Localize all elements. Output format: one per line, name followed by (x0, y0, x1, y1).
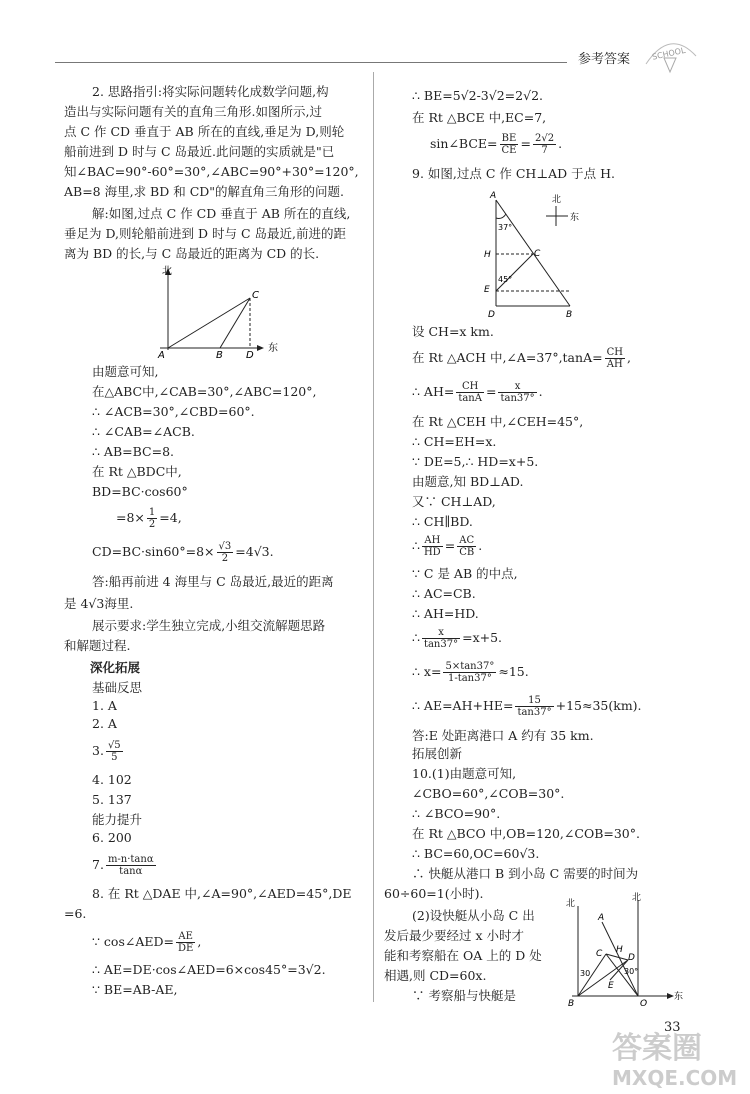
right-line6 (412, 344, 631, 372)
line-bd: BD=BC·cos60° (92, 484, 188, 499)
fig1-label-d: D (246, 350, 254, 361)
fig3-label-a: A (598, 913, 605, 923)
ratio-pre: ∴ (412, 538, 420, 553)
section-deep-title: 深化拓展 (90, 660, 141, 675)
right-line3 (430, 130, 562, 158)
show-req-line2: 和解题过程. (64, 638, 131, 653)
frac-x-value: $\frac{5\times\tan 37^\circ}{1-\tan 37^\circ}$ (445, 661, 495, 684)
answer-line1: 答:船再前进 4 海里与 C 岛最近,最近的距离 (92, 574, 334, 589)
right-line18 (412, 624, 502, 652)
frac-x-tan37: $\frac{x}{\tan 37^\circ}$ (500, 381, 535, 404)
right-line25: 在 Rt △BCO 中,OB=120,∠COB=30°. (412, 826, 640, 841)
fig1-label-a: A (158, 350, 165, 361)
frac-half: $\frac{1}{2}$ (148, 507, 156, 530)
subsection-basic: 基础反思 (92, 680, 143, 695)
answer-3-num: 3. (92, 743, 104, 758)
answer-line2: 是 4√3海里. (64, 596, 134, 611)
sin-bce-post: . (558, 136, 563, 151)
a8-cos-post: , (197, 934, 202, 949)
answer-8-line3 (92, 928, 201, 956)
fig2-label-d: D (488, 310, 495, 320)
frac-ch-tana: $\frac{CH}{\tan A}$ (458, 381, 482, 404)
right-line15: ∵ C 是 AB 的中点, (412, 566, 518, 581)
answer-4: 4. 102 (92, 772, 132, 787)
line-therefore3: ∴ AB=BC=8. (92, 444, 174, 459)
cd-pre: CD=BC·sin60°=8× (92, 544, 215, 559)
eq18-pre: ∴ (412, 630, 420, 645)
right-line12: 又∵ CH⊥AD, (412, 494, 496, 509)
watermark-url: MXQE.COM (612, 1066, 738, 1090)
right-line10: ∵ DE=5,∴ HD=x+5. (412, 454, 539, 469)
right-line26: ∴ BC=60,OC=60√3. (412, 846, 540, 861)
frac-be-ce: $\frac{BE}{CE}$ (501, 133, 517, 156)
fig1-north-label: 北 (162, 266, 172, 277)
ah-eq: = (485, 384, 497, 399)
fig1-east-label: 东 (268, 343, 278, 354)
eq20-post: +15≈35(km). (555, 698, 642, 713)
a8-cos-pre: ∵ cos∠AED= (92, 934, 174, 949)
fig3-label-c: C (596, 949, 603, 959)
solution-line1: 解:如图,过点 C 作 CD 垂直于 AB 所在的直线, (92, 206, 351, 221)
frac-sqrt5-5: $\frac{√5}{5}$ (107, 740, 121, 763)
right-line17: ∴ AH=HD. (412, 606, 479, 621)
problem-9-intro: 9. 如图,过点 C 作 CH⊥AD 于点 H. (412, 166, 615, 181)
fig2-label-c: C (534, 249, 541, 259)
bd-calc-pre: =8× (116, 510, 145, 525)
sin-bce-pre: sin∠BCE= (430, 136, 498, 151)
right-line30: 发后最少要经过 x 小时才 (384, 928, 524, 943)
right-line20 (412, 692, 642, 720)
line-bd-calc (116, 504, 182, 532)
frac-2sqrt2-7: $\frac{2√2}{7}$ (534, 133, 555, 156)
right-line7 (412, 378, 543, 406)
fig3-angle-30-left: 30 (580, 969, 591, 978)
tan-a-post: , (626, 350, 631, 365)
p2-line4: 船前进到 D 时与 C 岛最近.此问题的实质就是"已 (64, 144, 335, 159)
line-known: 由题意可知, (92, 364, 159, 379)
fig2-east: 东 (570, 213, 580, 223)
right-line9: ∴ CH=EH=x. (412, 434, 497, 449)
right-line31: 能和考察船在 OA 上的 D 处 (384, 948, 542, 963)
right-line28: 60÷60=1(小时). (384, 886, 484, 901)
line-triangle: 在△ABC中,∠CAB=30°,∠ABC=120°, (92, 384, 317, 399)
eq20-pre: ∴ AE=AH+HE= (412, 698, 514, 713)
ratio-post: . (478, 538, 483, 553)
answer-8-line1: 8. 在 Rt △DAE 中,∠A=90°,∠AED=45°,DE (92, 886, 352, 901)
right-line19 (412, 658, 529, 686)
fig2-label-e: E (484, 285, 490, 295)
subsection-extension: 拓展创新 (412, 746, 463, 761)
fig2-north: 北 (552, 195, 562, 205)
fig3-north-left: 北 (566, 899, 576, 909)
answer-5: 5. 137 (92, 792, 132, 807)
figure-ship-diagram (150, 262, 280, 366)
answer-6: 6. 200 (92, 830, 132, 845)
answer-8-line2: =6. (64, 906, 87, 921)
right-line22: 10.(1)由题意可知, (412, 766, 517, 781)
ah-post: . (538, 384, 543, 399)
fig2-label-b: B (566, 310, 573, 320)
line-therefore1: ∴ ∠ACB=30°,∠CBD=60°. (92, 404, 255, 419)
answer-2: 2. A (92, 716, 117, 731)
cd-post: =4√3. (235, 544, 274, 559)
fig3-label-o: O (640, 999, 648, 1009)
answer-7 (92, 850, 158, 880)
frac-answer7: $\frac{m-n\cdot\tan\alpha}{\tan\alpha}$ (107, 854, 154, 877)
frac-x-tan37-b: $\frac{x}{\tan 37^\circ}$ (423, 627, 459, 650)
right-line29: (2)设快艇从小岛 C 出 (412, 908, 535, 923)
right-line24: ∴ ∠BCO=90°. (412, 806, 501, 821)
school-logo (640, 34, 700, 82)
answer-7-num: 7. (92, 857, 104, 872)
figure-problem10 (558, 892, 688, 1014)
line-therefore2: ∴ ∠CAB=∠ACB. (92, 424, 195, 439)
p2-line5: 知∠BAC=90°-60°=30°,∠ABC=90°+30°=120°, (64, 164, 359, 179)
right-line5: 设 CH=x km. (412, 324, 494, 339)
fig2-angle-37: 37° (498, 223, 513, 232)
answer-8-line5: ∵ BE=AB-AE, (92, 982, 178, 997)
right-line27: ∴ 快艇从港口 B 到小岛 C 需要的时间为 (412, 866, 639, 881)
answer-3 (92, 736, 125, 766)
bd-calc-post: =4, (159, 510, 182, 525)
fig3-east: 东 (674, 992, 684, 1002)
fig2-label-a: A (490, 191, 497, 201)
header-title: 参考答案 (578, 52, 631, 67)
right-line16: ∴ AC=CB. (412, 586, 476, 601)
frac-15-tan37: $\frac{15}{\tan 37^\circ}$ (517, 695, 552, 718)
frac-ae-de: $\frac{AE}{DE}$ (178, 931, 194, 954)
right-line14 (412, 532, 482, 560)
frac-ch-ah: $\frac{CH}{AH}$ (606, 347, 623, 370)
fig1-label-c: C (252, 290, 259, 301)
subsection-ability: 能力提升 (92, 812, 143, 827)
p2-line1: 2. 思路指引:将实际问题转化成数学问题,构 (92, 84, 329, 99)
fig2-angle-45: 45° (498, 275, 513, 284)
right-line11: 由题意,知 BD⊥AD. (412, 474, 524, 489)
frac-sqrt3-2: $\frac{√3}{2}$ (218, 541, 232, 564)
ratio-eq: = (444, 538, 456, 553)
p2-line3: 点 C 作 CD 垂直于 AB 所在的直线,垂足为 D,则轮 (64, 124, 345, 139)
line-cd (92, 538, 274, 566)
show-req-line1: 展示要求:学生独立完成,小组交流解题思路 (92, 618, 326, 633)
eq18-post: =x+5. (462, 630, 503, 645)
right-line8: 在 Rt △CEH 中,∠CEH=45°, (412, 414, 584, 429)
line-rt-bdc: 在 Rt △BDC中, (92, 464, 182, 479)
answer-1: 1. A (92, 698, 117, 713)
fig3-label-b: B (568, 999, 575, 1009)
eq19-post: ≈15. (498, 664, 529, 679)
watermark-logo: 答案圈 (612, 1031, 702, 1066)
eq19-pre: ∴ x= (412, 664, 442, 679)
frac-ah-hd: $\frac{AH}{HD}$ (423, 535, 441, 558)
p2-line6: AB=8 海里,求 BD 和 CD"的解直角三角形的问题. (64, 184, 345, 199)
right-line32: 相遇,则 CD=60x. (384, 968, 487, 983)
fig1-label-b: B (216, 350, 223, 361)
p2-line2: 造出与实际问题有关的直角三角形.如图所示,过 (64, 104, 322, 119)
right-line23: ∠CBO=60°,∠COB=30°. (412, 786, 565, 801)
right-line13: ∴ CH∥BD. (412, 514, 473, 529)
fig2-label-h: H (484, 250, 491, 260)
sin-bce-eq: = (520, 136, 531, 151)
column-divider (373, 72, 374, 1002)
logo-text: SCHOOL (651, 45, 687, 62)
solution-line2: 垂足为 D,则轮船前进到 D 时与 C 岛最近,前进的距 (64, 226, 346, 241)
right-line1: ∴ BE=5√2-3√2=2√2. (412, 88, 543, 103)
fig3-label-h: H (616, 945, 623, 955)
answer-8-line4: ∴ AE=DE·cos∠AED=6×cos45°=3√2. (92, 962, 326, 977)
right-line21: 答:E 处距离港口 A 约有 35 km. (412, 728, 594, 743)
fig3-label-e: E (608, 981, 614, 991)
frac-ac-cb: $\frac{AC}{CB}$ (459, 535, 475, 558)
fig3-angle-30-right: 30° (624, 967, 639, 976)
right-line2: 在 Rt △BCE 中,EC=7, (412, 110, 547, 125)
header-rule (55, 62, 567, 63)
solution-line3: 离为 BD 的长,与 C 岛最近的距离为 CD 的长. (64, 246, 320, 261)
ah-pre: ∴ AH= (412, 384, 455, 399)
tan-a-pre: 在 Rt △ACH 中,∠A=37°,tanA= (412, 350, 603, 365)
figure-problem9 (470, 188, 590, 324)
fig3-north-right: 北 (632, 893, 642, 903)
fig3-label-d: D (628, 953, 635, 963)
right-line33: ∵ 考察船与快艇是 (412, 988, 516, 1003)
page-number: 33 (664, 1020, 681, 1035)
